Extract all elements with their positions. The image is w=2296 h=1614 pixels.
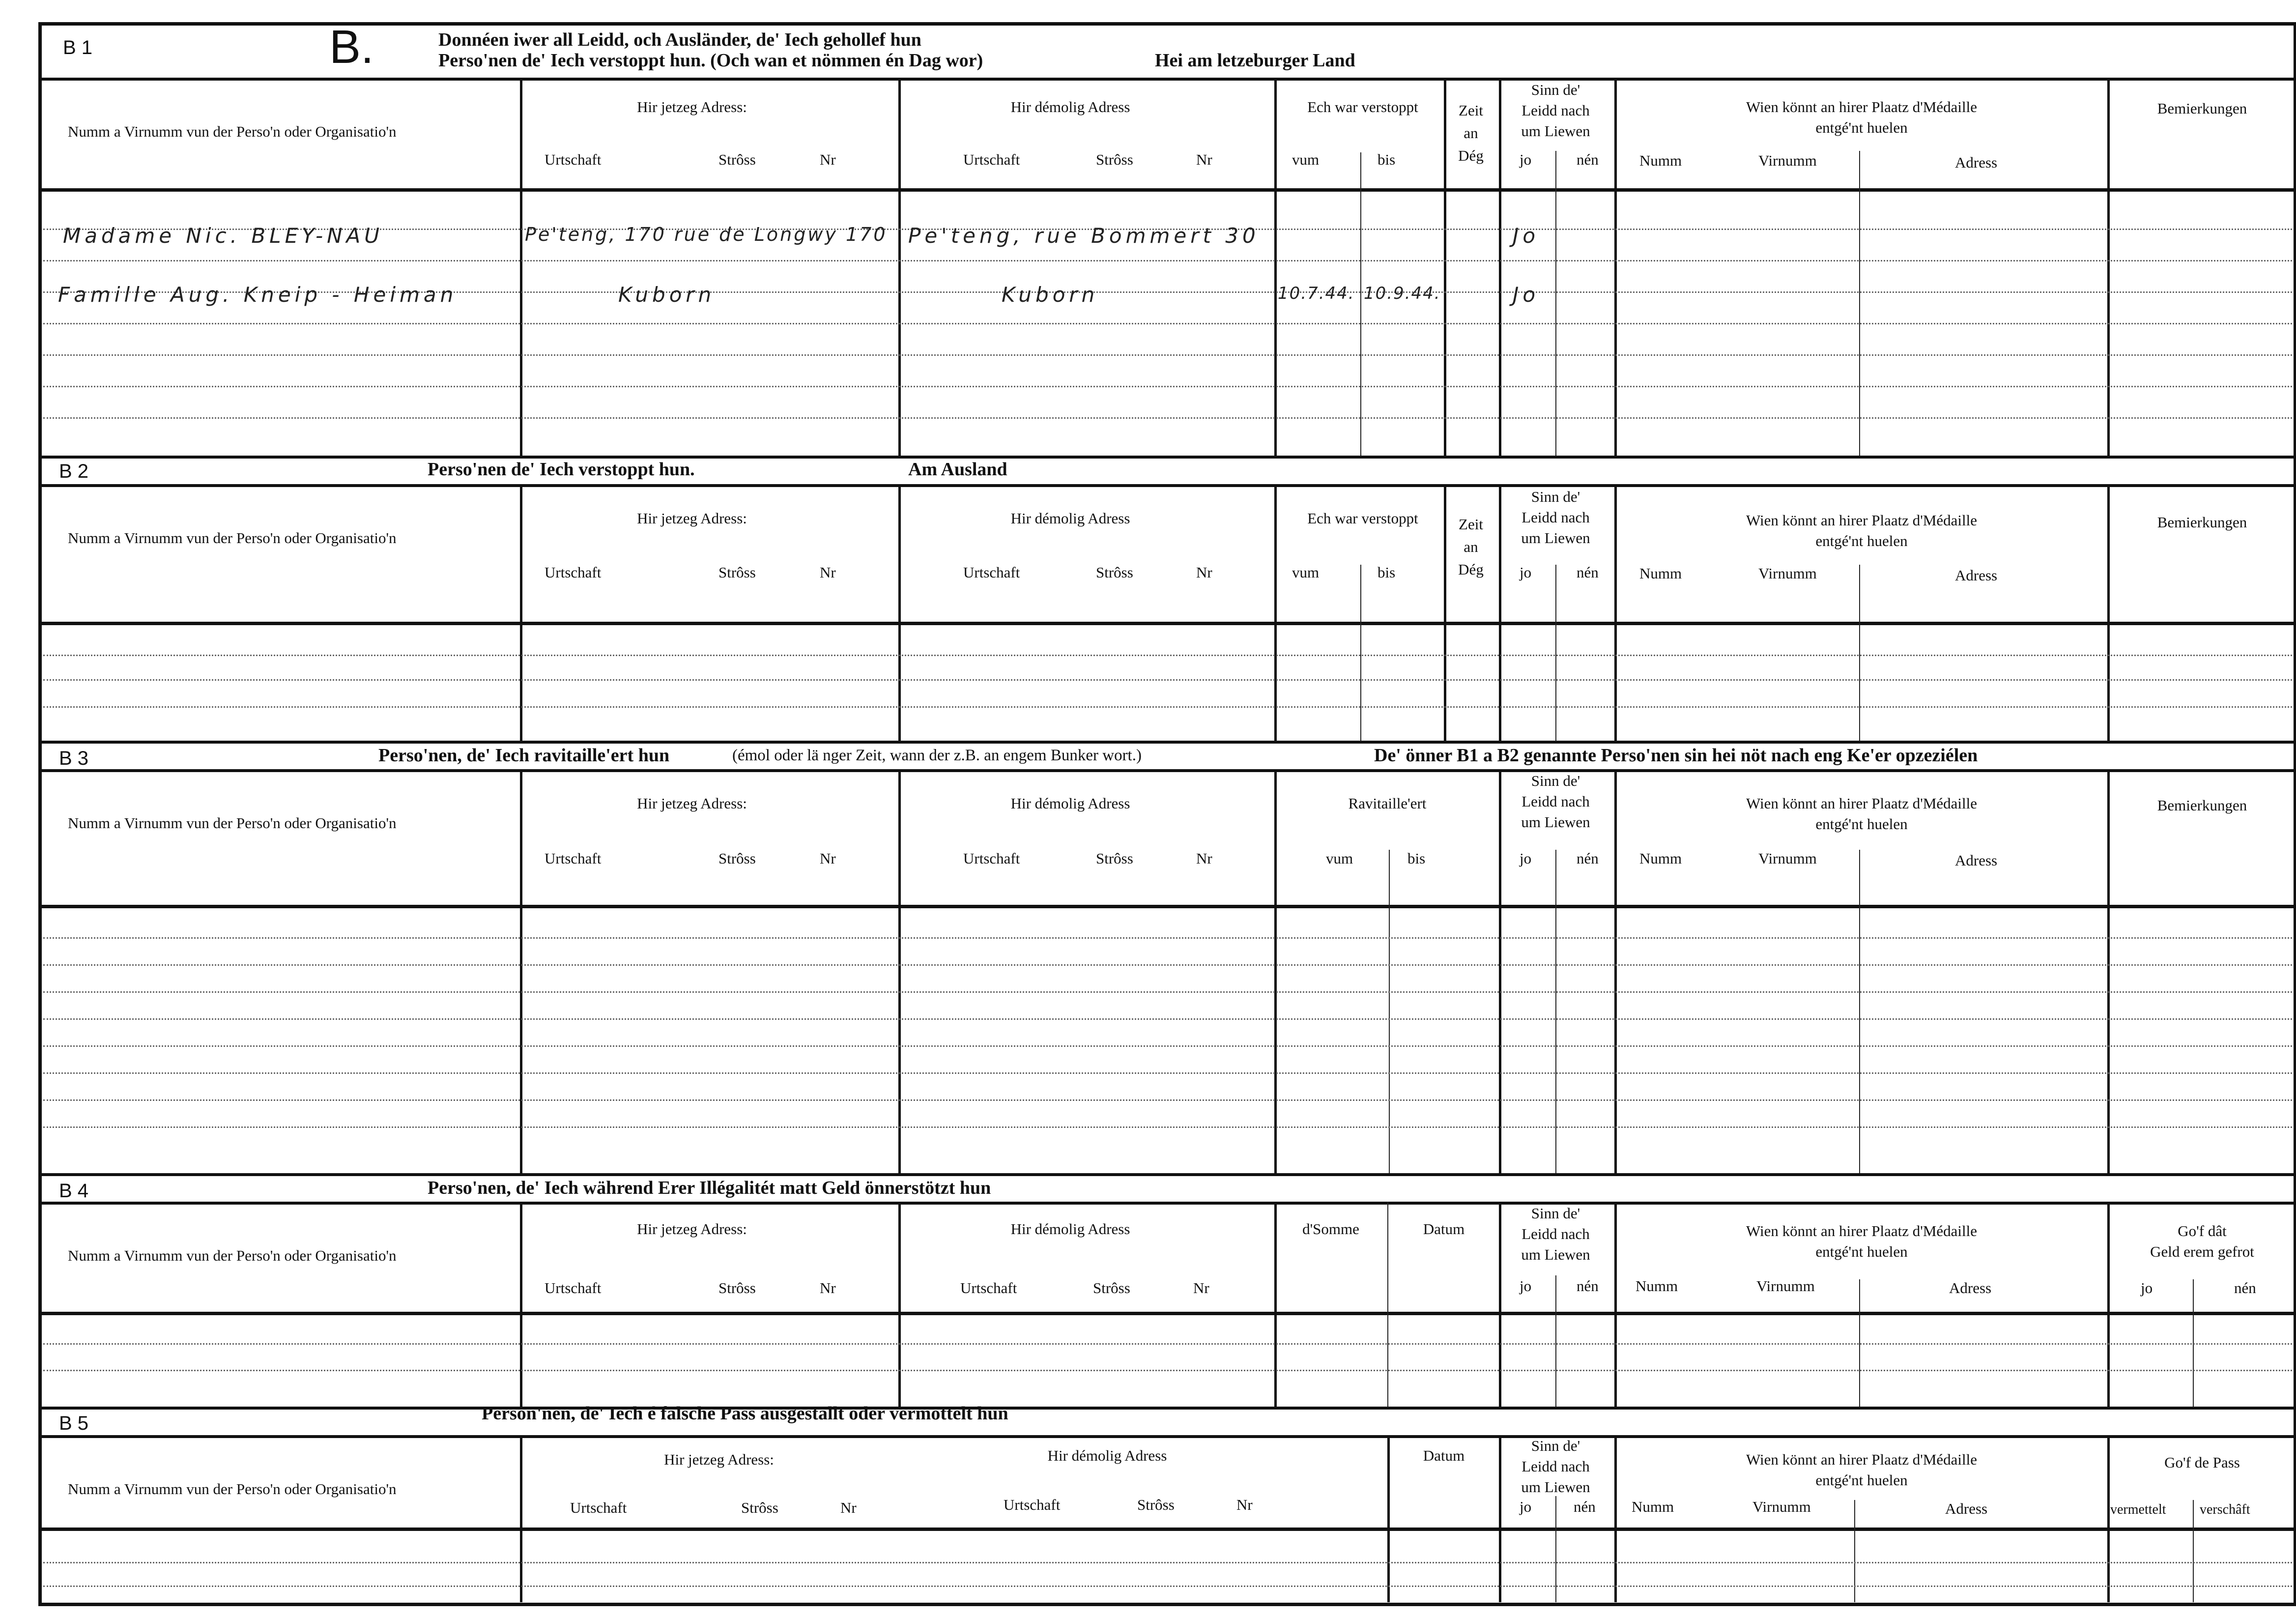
col-nen: nén (2234, 1279, 2256, 1297)
section-id: B 3 (59, 748, 89, 769)
col-nr: Nr (820, 1279, 836, 1297)
section-title: Perso'nen de' Iech verstoppt hun. (428, 459, 695, 480)
col-medal-2: entgé'nt huelen (1815, 532, 1908, 549)
col-um-liewen: um Liewen (1521, 1246, 1590, 1263)
col-um-liewen: um Liewen (1521, 1478, 1590, 1496)
entry-bis: 10.9.44. (1364, 284, 1441, 303)
section-place: Am Ausland (908, 459, 1007, 480)
col-medal: Wien könnt an hirer Plaatz d'Médaille (1746, 512, 1978, 529)
col-virnumm: Virnumm (1758, 565, 1817, 582)
col-urtschaft: Urtschaft (963, 850, 1020, 867)
col-money-back: Go'f dât (2178, 1222, 2227, 1239)
section-title: Perso'nen, de' Iech während Erer Illégalitét matt Geld önnerstötzt hun (428, 1178, 991, 1198)
col-medal: Wien könnt an hirer Plaatz d'Médaille (1746, 98, 1978, 115)
col-former-address: Hir démolig Adress (1010, 1220, 1130, 1238)
col-nen: nén (1577, 1277, 1599, 1295)
col-remarks: Bemierkungen (2157, 100, 2247, 117)
col-supplied: Ravitaille'ert (1348, 795, 1427, 812)
col-stross: Strôss (718, 151, 756, 168)
col-name: Numm a Virnumm vun der Perso'n oder Organisatio'n (68, 123, 397, 140)
entry-jo: Jo (1513, 224, 1540, 248)
col-deg: Dég (1458, 147, 1484, 164)
col-adress: Adress (1945, 1500, 1988, 1517)
resistance-form (38, 22, 2296, 1606)
col-leidd: Leidd nach (1521, 1225, 1590, 1242)
col-adress: Adress (1955, 567, 1998, 584)
col-urtschaft: Urtschaft (545, 564, 602, 581)
col-date: Datum (1423, 1220, 1465, 1238)
col-virnumm: Virnumm (1758, 152, 1817, 169)
col-urtschaft: Urtschaft (545, 151, 602, 168)
col-pass: Go'f de Pass (2164, 1454, 2240, 1471)
col-medal: Wien könnt an hirer Plaatz d'Médaille (1746, 1451, 1978, 1468)
col-nr: Nr (1196, 564, 1212, 581)
col-stross: Strôss (741, 1499, 778, 1516)
col-urtschaft: Urtschaft (960, 1279, 1017, 1297)
col-deg: Dég (1458, 561, 1484, 578)
col-urtschaft: Urtschaft (545, 1279, 602, 1297)
col-sinn: Sinn de' (1531, 772, 1580, 789)
col-adress: Adress (1949, 1279, 1992, 1297)
col-nr: Nr (820, 850, 836, 867)
entry-jo: Jo (1513, 283, 1540, 307)
col-nen: nén (1577, 151, 1599, 168)
col-leidd: Leidd nach (1521, 793, 1590, 810)
col-stross: Strôss (1137, 1496, 1175, 1513)
col-um-liewen: um Liewen (1521, 529, 1590, 547)
col-medal: Wien könnt an hirer Plaatz d'Médaille (1746, 1222, 1978, 1239)
col-nen: nén (1574, 1498, 1596, 1515)
col-jo: jo (2141, 1279, 2153, 1297)
col-bis: bis (1407, 850, 1426, 867)
section-note: (émol oder lä nger Zeit, wann der z.B. an engem Bunker wort.) (732, 747, 1142, 764)
col-jo: jo (1520, 850, 1532, 867)
col-urtschaft: Urtschaft (963, 564, 1020, 581)
col-hidden: Ech war verstoppt (1307, 510, 1418, 527)
section-title-line2: Perso'nen de' Iech verstoppt hun. (Och wan et nömmen én Dag wor) (438, 50, 983, 71)
section-place: Hei am letzeburger Land (1155, 50, 1355, 71)
col-urtschaft: Urtschaft (545, 850, 602, 867)
col-jo: jo (1520, 151, 1532, 168)
col-stross: Strôss (1096, 564, 1133, 581)
col-current-address: Hir jetzeg Adress: (637, 98, 747, 115)
col-hidden: Ech war verstoppt (1307, 98, 1418, 115)
col-leidd: Leidd nach (1521, 1458, 1590, 1475)
col-nr: Nr (820, 564, 836, 581)
section-b3 (38, 741, 2296, 1173)
section-id: B 1 (63, 37, 93, 58)
col-numm: Numm (1636, 1277, 1678, 1295)
col-medal-2: entgé'nt huelen (1815, 119, 1908, 136)
col-money-back-2: Geld erem gefrot (2150, 1243, 2254, 1260)
entry-current-address: Kuborn (618, 283, 716, 307)
col-urtschaft: Urtschaft (570, 1499, 627, 1516)
form-letter: B. (329, 21, 374, 73)
section-id: B 5 (59, 1412, 89, 1434)
entry-name: Famille Aug. Kneip - Heiman (58, 283, 458, 307)
col-stross: Strôss (718, 850, 756, 867)
col-an: an (1464, 538, 1478, 555)
col-bis: bis (1378, 564, 1396, 581)
col-medal: Wien könnt an hirer Plaatz d'Médaille (1746, 795, 1978, 812)
col-remarks: Bemierkungen (2157, 514, 2247, 531)
col-verschaft: verschâft (2200, 1502, 2250, 1517)
col-jo: jo (1520, 1498, 1532, 1515)
col-zeit: Zeit (1459, 102, 1483, 119)
col-urtschaft: Urtschaft (963, 151, 1020, 168)
col-um-liewen: um Liewen (1521, 122, 1590, 140)
col-jo: jo (1520, 1277, 1532, 1295)
col-date: Datum (1423, 1447, 1465, 1464)
col-nr: Nr (1196, 151, 1212, 168)
col-vermettelt: vermettelt (2110, 1502, 2166, 1517)
col-nr: Nr (840, 1499, 857, 1516)
col-medal-2: entgé'nt huelen (1815, 1471, 1908, 1489)
col-nr: Nr (820, 151, 836, 168)
col-remarks: Bemierkungen (2157, 797, 2247, 814)
col-stross: Strôss (1096, 151, 1133, 168)
col-bis: bis (1378, 151, 1396, 168)
col-medal-2: entgé'nt huelen (1815, 1243, 1908, 1260)
col-vum: vum (1326, 850, 1353, 867)
entry-former-address: Kuborn (1002, 283, 1099, 307)
entry-current-address: Pe'teng, 170 rue de Longwy 170 (525, 224, 888, 245)
section-b2 (38, 456, 2296, 741)
col-numm: Numm (1632, 1498, 1674, 1515)
col-um-liewen: um Liewen (1521, 813, 1590, 831)
col-vum: vum (1292, 564, 1320, 581)
entry-name: Madame Nic. BLEY-NAU (63, 224, 384, 248)
col-zeit: Zeit (1459, 516, 1483, 533)
col-numm: Numm (1639, 152, 1682, 169)
col-nen: nén (1577, 850, 1599, 867)
col-current-address: Hir jetzeg Adress: (637, 795, 747, 812)
col-current-address: Hir jetzeg Adress: (637, 510, 747, 527)
col-an: an (1464, 124, 1478, 142)
col-medal-2: entgé'nt huelen (1815, 815, 1908, 833)
col-virnumm: Virnumm (1758, 850, 1817, 867)
section-id: B 2 (59, 461, 89, 482)
section-note-tail: De' önner B1 a B2 genannte Perso'nen sin hei nöt nach eng Ke'er opzeziélen (1374, 745, 1978, 766)
col-numm: Numm (1639, 565, 1682, 582)
col-jo: jo (1520, 564, 1532, 581)
col-name: Numm a Virnumm vun der Perso'n oder Organisatio'n (68, 1247, 397, 1264)
col-stross: Strôss (1096, 850, 1133, 867)
col-name: Numm a Virnumm vun der Perso'n oder Organisatio'n (68, 1480, 397, 1498)
section-title: Person'nen, de' Iech é falsche Pass ausgestallt oder vermöttelt hun (482, 1403, 1008, 1424)
col-virnumm: Virnumm (1752, 1498, 1811, 1515)
col-leidd: Leidd nach (1521, 509, 1590, 526)
col-sinn: Sinn de' (1531, 1205, 1580, 1222)
section-b4 (38, 1173, 2296, 1407)
col-stross: Strôss (718, 1279, 756, 1297)
col-sinn: Sinn de' (1531, 488, 1580, 505)
col-numm: Numm (1639, 850, 1682, 867)
section-title: Perso'nen, de' Iech ravitaille'ert hun (378, 745, 670, 766)
col-nr: Nr (1236, 1496, 1253, 1513)
col-stross: Strôss (1093, 1279, 1130, 1297)
col-nr: Nr (1193, 1279, 1209, 1297)
col-name: Numm a Virnumm vun der Perso'n oder Organisatio'n (68, 529, 397, 547)
col-current-address: Hir jetzeg Adress: (664, 1451, 774, 1468)
col-nen: nén (1577, 564, 1599, 581)
col-former-address: Hir démolig Adress (1010, 510, 1130, 527)
col-virnumm: Virnumm (1756, 1277, 1815, 1295)
col-stross: Strôss (718, 564, 756, 581)
col-current-address: Hir jetzeg Adress: (637, 1220, 747, 1238)
col-former-address: Hir démolig Adress (1010, 98, 1130, 115)
section-id: B 4 (59, 1180, 89, 1202)
col-sinn: Sinn de' (1531, 81, 1580, 98)
section-title: Donnéen iwer all Leidd, och Ausländer, de' Iech gehollef hun (438, 29, 921, 50)
col-sinn: Sinn de' (1531, 1437, 1580, 1454)
entry-former-address: Pe'teng, rue Bommert 30 (908, 224, 1260, 248)
entry-vum: 10.7.44. (1278, 284, 1355, 303)
col-former-address: Hir démolig Adress (1010, 795, 1130, 812)
col-urtschaft: Urtschaft (1004, 1496, 1061, 1513)
col-leidd: Leidd nach (1521, 102, 1590, 119)
section-b1 (38, 22, 2296, 456)
section-b5 (38, 1403, 2296, 1606)
col-name: Numm a Virnumm vun der Perso'n oder Organisatio'n (68, 814, 397, 832)
col-adress: Adress (1955, 852, 1998, 869)
col-former-address: Hir démolig Adress (1047, 1447, 1167, 1464)
col-sum: d'Somme (1302, 1220, 1359, 1238)
col-adress: Adress (1955, 154, 1998, 171)
col-nr: Nr (1196, 850, 1212, 867)
col-vum: vum (1292, 151, 1320, 168)
